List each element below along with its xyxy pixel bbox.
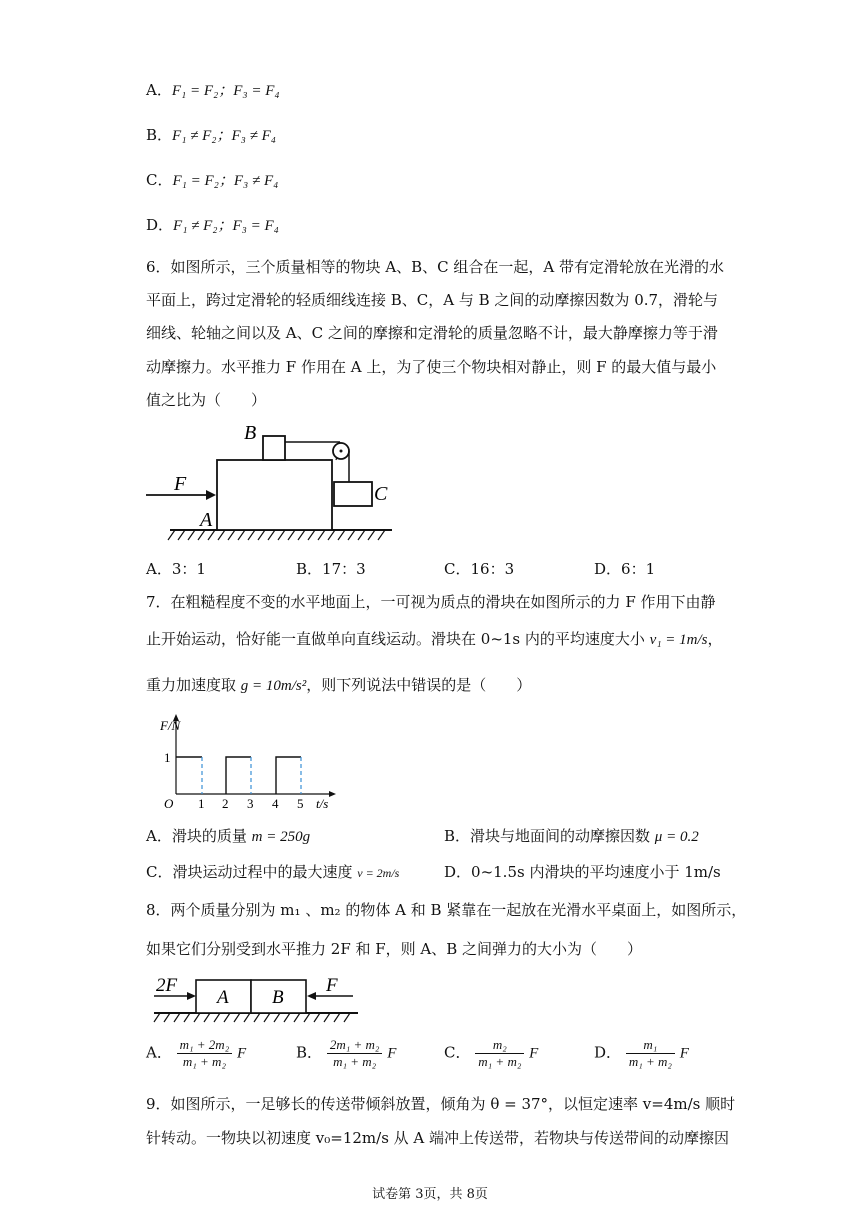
q8-option-b: B． $\frac{\text{2m₁ + m₂}}{\text{m₁ + m₂}}$ F (296, 1037, 397, 1069)
q6-line-2: 平面上，跨过定滑轮的轻质细线连接 B、C，A 与 B 之间的动摩擦因数为 0.7，滑轮与 (146, 291, 719, 309)
q9-line-2: 针转动。一物块以初速度 v₀=12m/s 从 A 端冲上传送带，若物块与传送带间的动摩擦因 (146, 1129, 730, 1147)
label-f: F (174, 473, 187, 495)
origin-label: O (164, 796, 174, 811)
q6-figure (140, 420, 400, 545)
q8-option-a: A． $\frac{\text{m₁ + 2m₂}}{\text{m₁ + m₂}}$ F (146, 1037, 247, 1069)
dashed-drop-lines (202, 757, 301, 794)
q5-option-d: D．F₁ ≠ F₂；F₃ = F₄ (146, 216, 279, 234)
q6-option-b: B．17：3 (296, 560, 366, 578)
block-b (263, 436, 285, 460)
q6-line-4: 动摩擦力。水平推力 F 作用在 A 上，为了使三个物块相对静止，则 F 的最大值与最小 (146, 358, 717, 376)
q7-line-1: 7．在粗糙程度不变的水平地面上，一可视为质点的滑块在如图所示的力 F 作用下由静 (146, 593, 716, 611)
q6-option-a: A．3：1 (146, 560, 206, 578)
block-a (217, 460, 332, 530)
q6-option-c: C．16：3 (444, 560, 515, 578)
page-footer: 试卷第 3页，共 8页 (372, 1187, 488, 1202)
q8-line-2: 如果它们分别受到水平推力 2F 和 F，则 A、B 之间弹力的大小为（ ） (146, 940, 643, 958)
x-tick-5: 5 (297, 796, 304, 811)
label-2f: 2F (156, 975, 178, 996)
q7-option-c: C．滑块运动过程中的最大速度 v = 2m/s (146, 863, 400, 881)
q6-line-5: 值之比为（ ） (146, 391, 267, 409)
q8-figure (148, 974, 368, 1028)
x-tick-2: 2 (222, 796, 229, 811)
q8-option-c: C． $\frac{\text{m₂}}{\text{m₁ + m₂}}$ F (444, 1037, 539, 1069)
q5-option-c: C．F₁ = F₂；F₃ ≠ F₄ (146, 171, 279, 189)
q9-line-1: 9．如图所示，一足够长的传送带倾斜放置，倾角为 θ = 37°，以恒定速率 v=4m/s 顺时 (146, 1095, 736, 1113)
q7-option-b: B．滑块与地面间的动摩擦因数 μ = 0.2 (444, 827, 699, 845)
label-b: B (272, 987, 284, 1008)
q8-option-d: D． $\frac{\text{m₁}}{\text{m₁ + m₂}}$ F (594, 1037, 689, 1069)
x-tick-4: 4 (272, 796, 279, 811)
q7-line-3: 重力加速度取 g = 10m/s²，则下列说法中错误的是（ ） (146, 676, 532, 694)
x-tick-1: 1 (198, 796, 205, 811)
q7-option-d: D．0~1.5s 内滑块的平均速度小于 1m/s (444, 863, 721, 881)
x-tick-3: 3 (247, 796, 254, 811)
q5-option-a: A．F₁ = F₂；F₃ = F₄ (146, 81, 280, 99)
q6-option-d: D．6：1 (594, 560, 656, 578)
label-b: B (244, 422, 257, 444)
label-a: A (217, 987, 229, 1008)
q5-option-b: B．F₁ ≠ F₂；F₃ ≠ F₄ (146, 126, 277, 144)
ground-hatch (154, 1013, 350, 1022)
label-c: C (374, 483, 388, 505)
label-a: A (200, 509, 213, 531)
label-f: F (326, 975, 338, 996)
force-pulses (176, 757, 301, 794)
q8-line-1: 8．两个质量分别为 m₁ 、m₂ 的物体 A 和 B 紧靠在一起放在光滑水平桌面上，如图所示， (146, 901, 747, 919)
block-c (334, 482, 372, 506)
ground-hatch (168, 530, 385, 540)
q6-line-3: 细线、轮轴之间以及 A、C 之间的摩擦和定滑轮的质量忽略不计，最大静摩擦力等于滑 (146, 324, 718, 342)
y-axis-label: F/N (160, 718, 181, 733)
q7-line-2: 止开始运动，恰好能一直做单向直线运动。滑块在 0~1s 内的平均速度大小 v₁ = 1m/s， (146, 630, 723, 648)
q7-option-a: A．滑块的质量 m = 250g (146, 827, 311, 845)
x-axis-label: t/s (316, 796, 329, 811)
y-tick: 1 (164, 750, 171, 765)
q6-line-1: 6．如图所示，三个质量相等的物块 A、B、C 组合在一起，A 带有定滑轮放在光滑的水 (146, 258, 725, 276)
q7-force-graph (160, 712, 340, 812)
